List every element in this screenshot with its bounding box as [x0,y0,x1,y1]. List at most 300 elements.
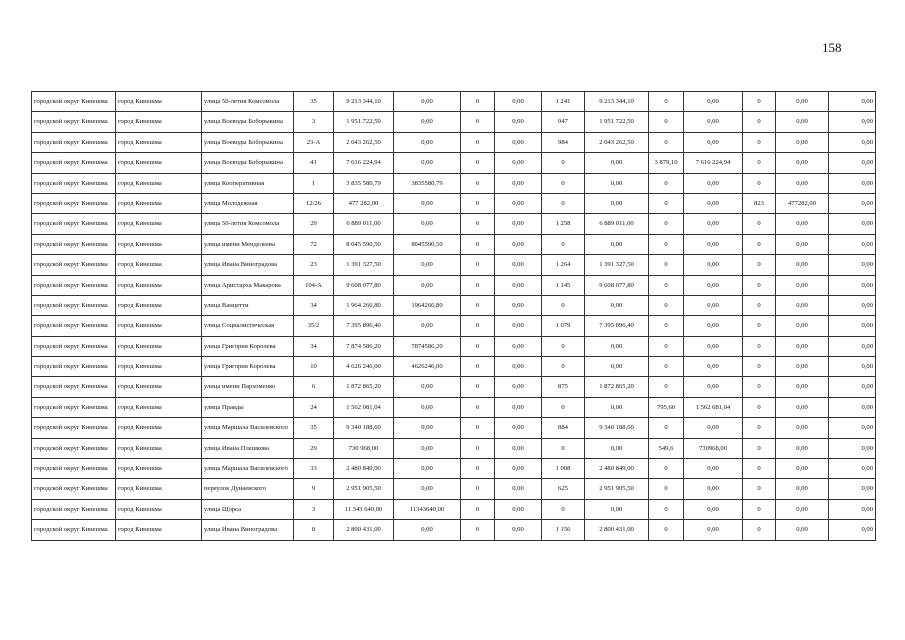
basement-area-cell: 1 145 [542,275,585,295]
facade-area-cell: 0 [461,479,495,499]
basement-area-cell: 0 [542,357,585,377]
facade-area-cell: 0 [461,459,495,479]
basement-cost-cell: 1 391 327,50 [585,255,649,275]
basement-area-cell: 0 [542,499,585,519]
roof-cost-cell: 7 616 224,94 [684,153,743,173]
municipality-cell: городской округ Кинешма [32,377,116,397]
facade-area-cell: 0 [461,153,495,173]
total-cost-cell: 1 562 081,04 [334,397,394,417]
roof-area-cell: 0 [649,479,684,499]
other-cost-cell: 0,00 [829,316,876,336]
street-cell: переулок Дунаевского [202,479,294,499]
locality-cell: город Кинешма [116,132,202,152]
other-cost-cell: 0,00 [829,397,876,417]
street-cell: улица Ивана Плешкова [202,438,294,458]
locality-cell: город Кинешма [116,357,202,377]
roof-area-cell: 0 [649,92,684,112]
total-cost-cell: 8 045 590,50 [334,234,394,254]
facade-cost-cell: 0,00 [495,397,542,417]
roof-area-cell: 0 [649,234,684,254]
basement-area-cell: 1 079 [542,316,585,336]
locality-cell: город Кинешма [116,234,202,254]
foundation-cost-cell: 0,00 [776,479,829,499]
municipality-cell: городской округ Кинешма [32,316,116,336]
facade-area-cell: 0 [461,499,495,519]
municipality-cell: городской округ Кинешма [32,173,116,193]
roof-area-cell: 795,60 [649,397,684,417]
municipality-cell: городской округ Кинешма [32,214,116,234]
basement-cost-cell: 2 951 905,50 [585,479,649,499]
facade-cost-cell: 0,00 [495,295,542,315]
roof-area-cell: 0 [649,173,684,193]
foundation-cost-cell: 0,00 [776,153,829,173]
roof-repair-cell: 0,00 [394,153,461,173]
roof-repair-cell: 0,00 [394,377,461,397]
facade-cost-cell: 0,00 [495,357,542,377]
table-row [32,234,876,254]
facade-cost-cell: 0,00 [495,255,542,275]
house-number-cell: 23 [294,255,334,275]
total-cost-cell: 2 951 905,50 [334,479,394,499]
foundation-area-cell: 823 [743,193,776,213]
house-number-cell: 9 [294,479,334,499]
roof-repair-cell: 1964266,80 [394,295,461,315]
total-cost-cell: 1 964 266,80 [334,295,394,315]
street-cell: улица Ивана Виноградова [202,255,294,275]
table-row [32,438,876,458]
basement-cost-cell: 1 872 865,20 [585,377,649,397]
foundation-area-cell: 0 [743,418,776,438]
municipality-cell: городской округ Кинешма [32,132,116,152]
facade-area-cell: 0 [461,418,495,438]
facade-area-cell: 0 [461,397,495,417]
total-cost-cell: 2 480 849,00 [334,459,394,479]
facade-area-cell: 0 [461,173,495,193]
basement-cost-cell: 7 395 896,40 [585,316,649,336]
table-row [32,255,876,275]
foundation-cost-cell: 0,00 [776,173,829,193]
roof-cost-cell: 730968,00 [684,438,743,458]
foundation-cost-cell: 0,00 [776,438,829,458]
foundation-area-cell: 0 [743,316,776,336]
facade-cost-cell: 0,00 [495,275,542,295]
foundation-cost-cell: 0,00 [776,132,829,152]
roof-repair-cell: 0,00 [394,438,461,458]
table-row [32,357,876,377]
table-row [32,295,876,315]
facade-cost-cell: 0,00 [495,132,542,152]
roof-area-cell: 0 [649,132,684,152]
facade-area-cell: 0 [461,112,495,132]
roof-area-cell: 0 [649,193,684,213]
street-cell: улица 50-летия Комсомола [202,214,294,234]
basement-cost-cell: 0,00 [585,499,649,519]
basement-area-cell: 1 008 [542,459,585,479]
facade-cost-cell: 0,00 [495,92,542,112]
roof-cost-cell: 0,00 [684,499,743,519]
municipality-cell: городской округ Кинешма [32,193,116,213]
facade-area-cell: 0 [461,214,495,234]
municipality-cell: городской округ Кинешма [32,255,116,275]
street-cell: улица Правды [202,397,294,417]
roof-repair-cell: 0,00 [394,255,461,275]
municipality-cell: городской округ Кинешма [32,499,116,519]
municipality-cell: городской округ Кинешма [32,438,116,458]
basement-area-cell: 884 [542,418,585,438]
locality-cell: город Кинешма [116,255,202,275]
other-cost-cell: 0,00 [829,92,876,112]
housing-repair-table [31,91,876,541]
basement-cost-cell: 0,00 [585,397,649,417]
foundation-cost-cell: 0,00 [776,357,829,377]
other-cost-cell: 0,00 [829,173,876,193]
house-number-cell: 34 [294,295,334,315]
locality-cell: город Кинешма [116,438,202,458]
facade-cost-cell: 0,00 [495,438,542,458]
foundation-area-cell: 0 [743,153,776,173]
foundation-area-cell: 0 [743,255,776,275]
locality-cell: город Кинешма [116,92,202,112]
foundation-area-cell: 0 [743,112,776,132]
table-row [32,132,876,152]
basement-cost-cell: 0,00 [585,193,649,213]
other-cost-cell: 0,00 [829,438,876,458]
basement-area-cell: 1 258 [542,214,585,234]
roof-area-cell: 0 [649,112,684,132]
total-cost-cell: 7 874 586,20 [334,336,394,356]
basement-area-cell: 0 [542,193,585,213]
basement-area-cell: 0 [542,397,585,417]
foundation-cost-cell: 0,00 [776,275,829,295]
roof-repair-cell: 7874586,20 [394,336,461,356]
municipality-cell: городской округ Кинешма [32,459,116,479]
roof-cost-cell: 0,00 [684,255,743,275]
roof-repair-cell: 0,00 [394,193,461,213]
table-row [32,193,876,213]
foundation-area-cell: 0 [743,438,776,458]
other-cost-cell: 0,00 [829,418,876,438]
facade-area-cell: 0 [461,357,495,377]
locality-cell: город Кинешма [116,479,202,499]
basement-area-cell: 0 [542,173,585,193]
basement-area-cell: 0 [542,336,585,356]
total-cost-cell: 9 608 077,80 [334,275,394,295]
roof-cost-cell: 0,00 [684,214,743,234]
street-cell: улица имени Пархоменко [202,377,294,397]
roof-repair-cell: 0,00 [394,397,461,417]
facade-area-cell: 0 [461,336,495,356]
basement-cost-cell: 9 340 188,60 [585,418,649,438]
basement-area-cell: 1 156 [542,520,585,540]
roof-repair-cell: 0,00 [394,275,461,295]
roof-repair-cell: 0,00 [394,479,461,499]
foundation-area-cell: 0 [743,234,776,254]
facade-cost-cell: 0,00 [495,336,542,356]
street-cell: улица Григория Королева [202,357,294,377]
municipality-cell: городской округ Кинешма [32,295,116,315]
total-cost-cell: 4 626 246,00 [334,357,394,377]
house-number-cell: 35/2 [294,316,334,336]
facade-cost-cell: 0,00 [495,112,542,132]
locality-cell: город Кинешма [116,499,202,519]
locality-cell: город Кинешма [116,153,202,173]
house-number-cell: 104-А [294,275,334,295]
basement-cost-cell: 2 480 849,00 [585,459,649,479]
table-row [32,479,876,499]
house-number-cell: 12/26 [294,193,334,213]
roof-repair-cell: 0,00 [394,418,461,438]
foundation-area-cell: 0 [743,92,776,112]
street-cell: улица Воеводы Боборыкина [202,153,294,173]
foundation-cost-cell: 0,00 [776,397,829,417]
roof-area-cell: 0 [649,357,684,377]
street-cell: улица Молодежная [202,193,294,213]
foundation-cost-cell: 0,00 [776,418,829,438]
total-cost-cell: 1 391 327,50 [334,255,394,275]
other-cost-cell: 0,00 [829,520,876,540]
municipality-cell: городской округ Кинешма [32,234,116,254]
roof-area-cell: 0 [649,520,684,540]
foundation-cost-cell: 0,00 [776,459,829,479]
municipality-cell: городской округ Кинешма [32,357,116,377]
roof-area-cell: 0 [649,336,684,356]
house-number-cell: 72 [294,234,334,254]
locality-cell: город Кинешма [116,336,202,356]
basement-cost-cell: 0,00 [585,357,649,377]
facade-cost-cell: 0,00 [495,479,542,499]
table-row [32,275,876,295]
foundation-cost-cell: 0,00 [776,316,829,336]
total-cost-cell: 6 889 011,00 [334,214,394,234]
other-cost-cell: 0,00 [829,193,876,213]
total-cost-cell: 9 340 188,60 [334,418,394,438]
facade-area-cell: 0 [461,377,495,397]
facade-cost-cell: 0,00 [495,377,542,397]
foundation-cost-cell: 0,00 [776,377,829,397]
foundation-cost-cell: 0,00 [776,255,829,275]
street-cell: улица Маршала Василевского [202,418,294,438]
table-row [32,520,876,540]
street-cell: улица Аристарха Макарова [202,275,294,295]
roof-area-cell: 0 [649,459,684,479]
street-cell: улица Социалистическая [202,316,294,336]
facade-area-cell: 0 [461,132,495,152]
facade-area-cell: 0 [461,255,495,275]
facade-area-cell: 0 [461,438,495,458]
house-number-cell: 34 [294,336,334,356]
roof-cost-cell: 0,00 [684,234,743,254]
other-cost-cell: 0,00 [829,336,876,356]
roof-repair-cell: 0,00 [394,112,461,132]
basement-area-cell: 0 [542,438,585,458]
basement-cost-cell: 6 889 011,00 [585,214,649,234]
other-cost-cell: 0,00 [829,357,876,377]
house-number-cell: 1 [294,173,334,193]
total-cost-cell: 477 282,00 [334,193,394,213]
street-cell: улица имени Менделеева [202,234,294,254]
basement-area-cell: 0 [542,153,585,173]
locality-cell: город Кинешма [116,112,202,132]
table-row [32,499,876,519]
foundation-area-cell: 0 [743,459,776,479]
street-cell: улица Щорса [202,499,294,519]
roof-area-cell: 0 [649,377,684,397]
roof-cost-cell: 0,00 [684,112,743,132]
basement-cost-cell: 0,00 [585,153,649,173]
foundation-cost-cell: 0,00 [776,214,829,234]
foundation-cost-cell: 0,00 [776,92,829,112]
roof-cost-cell: 0,00 [684,479,743,499]
roof-repair-cell: 0,00 [394,316,461,336]
table-row [32,92,876,112]
basement-area-cell: 1 264 [542,255,585,275]
house-number-cell: 33 [294,459,334,479]
locality-cell: город Кинешма [116,173,202,193]
foundation-area-cell: 0 [743,275,776,295]
table-row [32,418,876,438]
municipality-cell: городской округ Кинешма [32,336,116,356]
roof-cost-cell: 0,00 [684,92,743,112]
facade-area-cell: 0 [461,520,495,540]
facade-cost-cell: 0,00 [495,153,542,173]
foundation-area-cell: 0 [743,479,776,499]
table-body [32,92,876,541]
foundation-area-cell: 0 [743,173,776,193]
locality-cell: город Кинешма [116,459,202,479]
roof-repair-cell: 0,00 [394,92,461,112]
other-cost-cell: 0,00 [829,295,876,315]
street-cell: улица Григория Королева [202,336,294,356]
basement-area-cell: 0 [542,295,585,315]
foundation-area-cell: 0 [743,377,776,397]
foundation-cost-cell: 0,00 [776,234,829,254]
roof-area-cell: 0 [649,255,684,275]
roof-repair-cell: 11343640,00 [394,499,461,519]
house-number-cell: 10 [294,357,334,377]
other-cost-cell: 0,00 [829,255,876,275]
municipality-cell: городской округ Кинешма [32,397,116,417]
table-row [32,377,876,397]
roof-repair-cell: 4626246,00 [394,357,461,377]
other-cost-cell: 0,00 [829,479,876,499]
street-cell: улица Воеводы Боборыкина [202,132,294,152]
locality-cell: город Кинешма [116,275,202,295]
house-number-cell: 29 [294,214,334,234]
total-cost-cell: 1 951 722,50 [334,112,394,132]
roof-area-cell: 0 [649,275,684,295]
other-cost-cell: 0,00 [829,377,876,397]
foundation-cost-cell: 0,00 [776,336,829,356]
street-cell: улица Кооперативная [202,173,294,193]
basement-cost-cell: 1 951 722,50 [585,112,649,132]
roof-area-cell: 0 [649,295,684,315]
other-cost-cell: 0,00 [829,132,876,152]
foundation-area-cell: 0 [743,214,776,234]
basement-cost-cell: 0,00 [585,173,649,193]
roof-repair-cell: 0,00 [394,520,461,540]
house-number-cell: 8 [294,520,334,540]
roof-repair-cell: 3835580,79 [394,173,461,193]
other-cost-cell: 0,00 [829,112,876,132]
roof-repair-cell: 0,00 [394,459,461,479]
municipality-cell: городской округ Кинешма [32,275,116,295]
foundation-area-cell: 0 [743,336,776,356]
table-row [32,397,876,417]
municipality-cell: городской округ Кинешма [32,479,116,499]
facade-cost-cell: 0,00 [495,234,542,254]
roof-area-cell: 0 [649,316,684,336]
roof-area-cell: 0 [649,214,684,234]
facade-cost-cell: 0,00 [495,316,542,336]
total-cost-cell: 1 872 865,20 [334,377,394,397]
house-number-cell: 24 [294,397,334,417]
municipality-cell: городской округ Кинешма [32,520,116,540]
total-cost-cell: 7 616 224,94 [334,153,394,173]
house-number-cell: 29 [294,438,334,458]
municipality-cell: городской округ Кинешма [32,418,116,438]
basement-cost-cell: 0,00 [585,336,649,356]
locality-cell: город Кинешма [116,397,202,417]
foundation-area-cell: 0 [743,132,776,152]
total-cost-cell: 2 800 431,00 [334,520,394,540]
roof-cost-cell: 0,00 [684,193,743,213]
foundation-area-cell: 0 [743,520,776,540]
basement-cost-cell: 0,00 [585,234,649,254]
facade-cost-cell: 0,00 [495,193,542,213]
roof-cost-cell: 0,00 [684,336,743,356]
roof-repair-cell: 0,00 [394,132,461,152]
street-cell: улица Воеводы Боборыкина [202,112,294,132]
house-number-cell: 35 [294,418,334,438]
total-cost-cell: 11 343 640,00 [334,499,394,519]
house-number-cell: 3 [294,499,334,519]
foundation-cost-cell: 477282,00 [776,193,829,213]
roof-cost-cell: 0,00 [684,316,743,336]
house-number-cell: 41 [294,153,334,173]
table-row [32,112,876,132]
total-cost-cell: 7 395 896,40 [334,316,394,336]
facade-area-cell: 0 [461,316,495,336]
roof-repair-cell: 8045590,50 [394,234,461,254]
roof-area-cell: 0 [649,418,684,438]
roof-cost-cell: 0,00 [684,520,743,540]
facade-area-cell: 0 [461,193,495,213]
roof-area-cell: 3 879,10 [649,153,684,173]
table-row [32,316,876,336]
basement-area-cell: 875 [542,377,585,397]
foundation-area-cell: 0 [743,499,776,519]
total-cost-cell: 730 968,00 [334,438,394,458]
house-number-cell: 35 [294,92,334,112]
municipality-cell: городской округ Кинешма [32,92,116,112]
roof-cost-cell: 0,00 [684,173,743,193]
roof-cost-cell: 0,00 [684,132,743,152]
street-cell: улица Ивана Виноградова [202,520,294,540]
total-cost-cell: 3 835 580,79 [334,173,394,193]
table-row [32,173,876,193]
basement-cost-cell: 2 043 262,50 [585,132,649,152]
other-cost-cell: 0,00 [829,214,876,234]
roof-cost-cell: 0,00 [684,377,743,397]
roof-area-cell: 549,6 [649,438,684,458]
foundation-area-cell: 0 [743,295,776,315]
basement-cost-cell: 9 213 344,10 [585,92,649,112]
house-number-cell: 23-А [294,132,334,152]
facade-cost-cell: 0,00 [495,459,542,479]
municipality-cell: городской округ Кинешма [32,153,116,173]
locality-cell: город Кинешма [116,295,202,315]
roof-cost-cell: 0,00 [684,357,743,377]
